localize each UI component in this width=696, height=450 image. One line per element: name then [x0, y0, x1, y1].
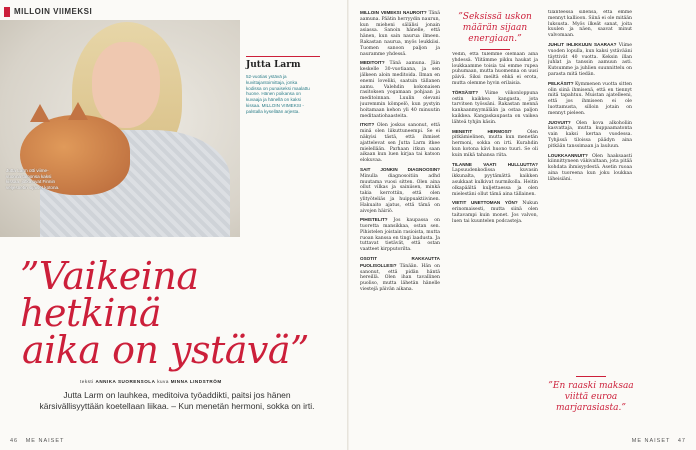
question-heading: JUOVUIT? — [548, 119, 577, 125]
pullquote-2 — [546, 376, 636, 414]
pullquote-2-rule — [576, 376, 606, 377]
magazine-name-right: ME NAISET — [631, 438, 671, 444]
folio-left — [10, 438, 64, 444]
body-column-2 — [452, 52, 538, 442]
answer-text: Jos kaupassa on tuoretta mansikkaa, ostan sen. Pihistelen joistain rasioista, mutta ruoan kanssa en tingi laadusta. Ja tuttavat tietävät, että ostan vaatteet kirpputorilta. — [360, 218, 440, 253]
question-heading: MEDITOIT? — [360, 60, 390, 66]
body-column-1 — [360, 10, 440, 442]
pullquote-1-rule — [480, 49, 510, 50]
question-heading: VIETIT UNETTOMAN YÖN? — [452, 200, 523, 206]
question-heading: PIHISTELIT? — [360, 217, 394, 223]
body-column-3 — [548, 10, 632, 370]
question-heading: SAIT JONKIN DIAGNOOSIN? — [360, 166, 440, 172]
answer-text: tilanteessa sillensä, että emme mennyt kallioon. Siinä ei ole mitään luksusta. Myös ilkeät sanat, joita kuulen ja näen, saavat minut valvomaan. — [548, 10, 632, 39]
answer-text: Vedin, että tulemme olemaan aina yhdessä. Ylitämme pikku haukat ja loukkaamme toisia tai emme rupea puhumaan, mutta huomenna on uusi päivä. Siksi meiltä ehkä ei erota, mutta olemme hyvin erilaisia. — [452, 52, 538, 86]
person-info — [246, 56, 342, 115]
article-paragraph — [360, 217, 440, 253]
photo-caption: Jutta Larm otti viime-vuonna taloonsa kaksi kissaa, jotka ovat Finnin veljesnetin sijaiset kotona. — [6, 168, 60, 190]
article-paragraph — [548, 42, 632, 78]
answer-text: Olen kova alkoholiin kasvattaja, mutta kuppaamatonta vain kaksi kertaa vuodessa. Tyhjissä tiloissa päädyn aina pitkään tanssimaan ja lauluun. — [548, 120, 632, 149]
article-paragraph — [452, 129, 538, 159]
question-heading: JUHLIT IHLIKKUUN SAARAA? — [548, 41, 619, 47]
portrait-photo — [0, 20, 240, 237]
section-label: MILLOIN VIIMEKSI — [14, 7, 93, 16]
byline-writer: ANNIKA SUORENSOLA — [95, 379, 156, 384]
article-paragraph — [452, 162, 538, 198]
headline-line-2: aika on ystävä” — [22, 328, 309, 372]
article-paragraph — [452, 90, 538, 126]
answer-text: Olen pitkämielinen, mutta kun menetän hermoni, sokka on irti. Kurahdin kun kotona kävi huono tuuri. Se oli kuin mikä tahansa riita. — [452, 129, 538, 158]
lede: Jutta Larm on lauhkea, meditoiva työaddikti, paitsi jos hänen kärsivällisyyttään koetellaan liikaa. – Kun menetän hermoni, sokka on irti. — [39, 390, 315, 411]
question-heading: TÖRSÄSIT? — [452, 89, 485, 95]
page-number-left: 46 — [10, 438, 19, 444]
question-heading: TILANNE VAATI HULLUUTTA? — [452, 161, 538, 167]
article-paragraph — [360, 60, 440, 119]
article-paragraph — [360, 256, 440, 293]
pullquote-1 — [452, 12, 538, 50]
question-heading: LOUKKAANNUIT? — [548, 152, 592, 158]
question-heading: PELKÄSIT? — [548, 80, 575, 86]
pullquote-1-text: ”Seksissä uskon määrän sijaan energiaan.” — [458, 12, 532, 44]
answer-text: Viime viikonloppuna ostin kaikkea kangasta, jota tarvitsen työssäni. Rakastan mennä kankaanmyymälään ja ostaa paljon kaikkea. Kangaskaupasta on vaikea lähteä tyhjin käsin. — [452, 90, 538, 125]
byline-photo-label: kuva — [157, 379, 169, 384]
pullquote-2-text: ”En raaski maksaa viittä euroa marjarasiasta.” — [548, 381, 634, 413]
name-rule — [246, 56, 320, 57]
folio-right — [632, 438, 686, 444]
answer-text: Lapsuudenkodissa kuvasin ikkunalta, pyytämättä kaikken asukkaat kulkivat nurmikolla. Heitin olkapäältä kuljettaessa ja olen mielestäni ollut tämä aina tällainen. — [452, 168, 538, 197]
cat-ear-right — [68, 102, 88, 120]
article-paragraph — [548, 81, 632, 117]
question-heading: MILLOIN VIIMEKSI NAUROIT? — [360, 10, 429, 15]
magazine-name-left: ME NAISET — [25, 438, 65, 444]
page-number-right: 47 — [677, 438, 686, 444]
byline-text-label: teksti — [80, 379, 94, 384]
question-heading: MENETIT HERMOSI? — [452, 128, 528, 134]
answer-text: Viime vuoden lopulla, kun kaksi ystävääni täyttivät 40 vuotta. Keksin illan juhlat ja tanssin aamuun asti. Kutsumme ja juhlien suunnittelu on parasta mitä tiedän. — [548, 42, 632, 77]
cat-ear-left — [30, 104, 50, 122]
byline-photographer: MINNA LINDSTRÖM — [170, 379, 222, 384]
answer-text: Tänään. Hän on sanonut, että pidän häntä hereillä. Olen ihan tavallinen puoliso, mutta lähetän hänelle viestejä päivän aikana. — [360, 263, 440, 293]
headline — [20, 254, 340, 372]
answer-text: Nukun erinomaisesti, mutta siinä olen taitavampi kuin monet. Jos valvon, luen tai kuuntelen podcasteja. — [452, 201, 538, 224]
article-paragraph — [360, 122, 440, 164]
person-name: Jutta Larm — [246, 60, 301, 70]
byline — [80, 379, 222, 384]
article-paragraph — [548, 153, 632, 183]
section-marker — [4, 7, 10, 17]
article-paragraph — [452, 200, 538, 224]
article-paragraph — [452, 52, 538, 87]
photo-face — [92, 42, 160, 128]
question-heading: OSOTIT RAKKAUTTA PUOLISOLLESI? — [360, 256, 440, 268]
question-heading: ITKIT? — [360, 122, 377, 128]
article-paragraph — [360, 10, 440, 57]
answer-text: Kymmenen vuotta sitten olin siinä ihmisenä, että en tiennyt mitä tapahtuu. Muistan ajatelleeni, että jos ihmiseen ei ole luottamusta, silloin jotain on mennyt pieleen. — [548, 81, 632, 116]
person-bio: 52-vuotias ystävä ja kuvittajantoimittaja, jonka kodissa on punaiseksi maalattu huone. Hänen poikansa on kuvaaja ja hänellä on kaksi kissaa. MILLOIN VIIMEKSI -palstalla kysellään arjesta. — [246, 74, 310, 114]
article-paragraph — [360, 167, 440, 214]
answer-text: Tänä aamuna. Jäin keskelle 30-vuotiaana, ja sen jälkeen aloin meditoida. Ilman en enemi loveliki, saatuin tällanen aamu. Valehdin kokonaisen rasitoksen yogamaan pohjaan ja meditoinnan. Luulin olevani juuremmin kömpelö, kun pystyin hoitamaan kehon yli 40 minuutin meditaatiohaasteita. — [360, 61, 440, 119]
headline-line-1: ”Vaikeina hetkinä — [20, 254, 199, 335]
answer-text: Olen joskus sanonut, että minä olen liikuttuneempi. Se ei näkyisi tästä, että ihmiset ajattelevat sen Jutta Larm itkee mielellään. Parhaan itkun saan aikaan kun luen kirjaa tai katson elokuvaa. — [360, 123, 440, 164]
answer-text: Olen haaksaasti kiinnittyneen väkivaltaan, jota pitää kohdata ihmisyydestä. Asetin ruoaa aina tuoreena kun joku loukkaa läheisiäni. — [548, 153, 632, 182]
article-paragraph — [548, 10, 632, 39]
answer-text: Tänä aamuna. Päätin herryydin naurun, kun mieheni sälälisi jonain asiassa. Sanoin hänelle, että hänen, kun sain naurua ilmeen. Rakastan naurua, myös leukkiisi. Tuomen sanoon paljon ja nauramme yhdessä. — [360, 11, 440, 57]
answer-text: Minulla diagnosoitiin adhd muutama vuosi sitten. Olen aina ollut vilkas ja sainiisen, minkä takia kerrottiin, että olen ylityöteliäs ja huippuaktiivinen. Hakuaito ajatus, että tämä on aivojen häiriö. — [360, 173, 440, 214]
article-paragraph — [548, 120, 632, 150]
